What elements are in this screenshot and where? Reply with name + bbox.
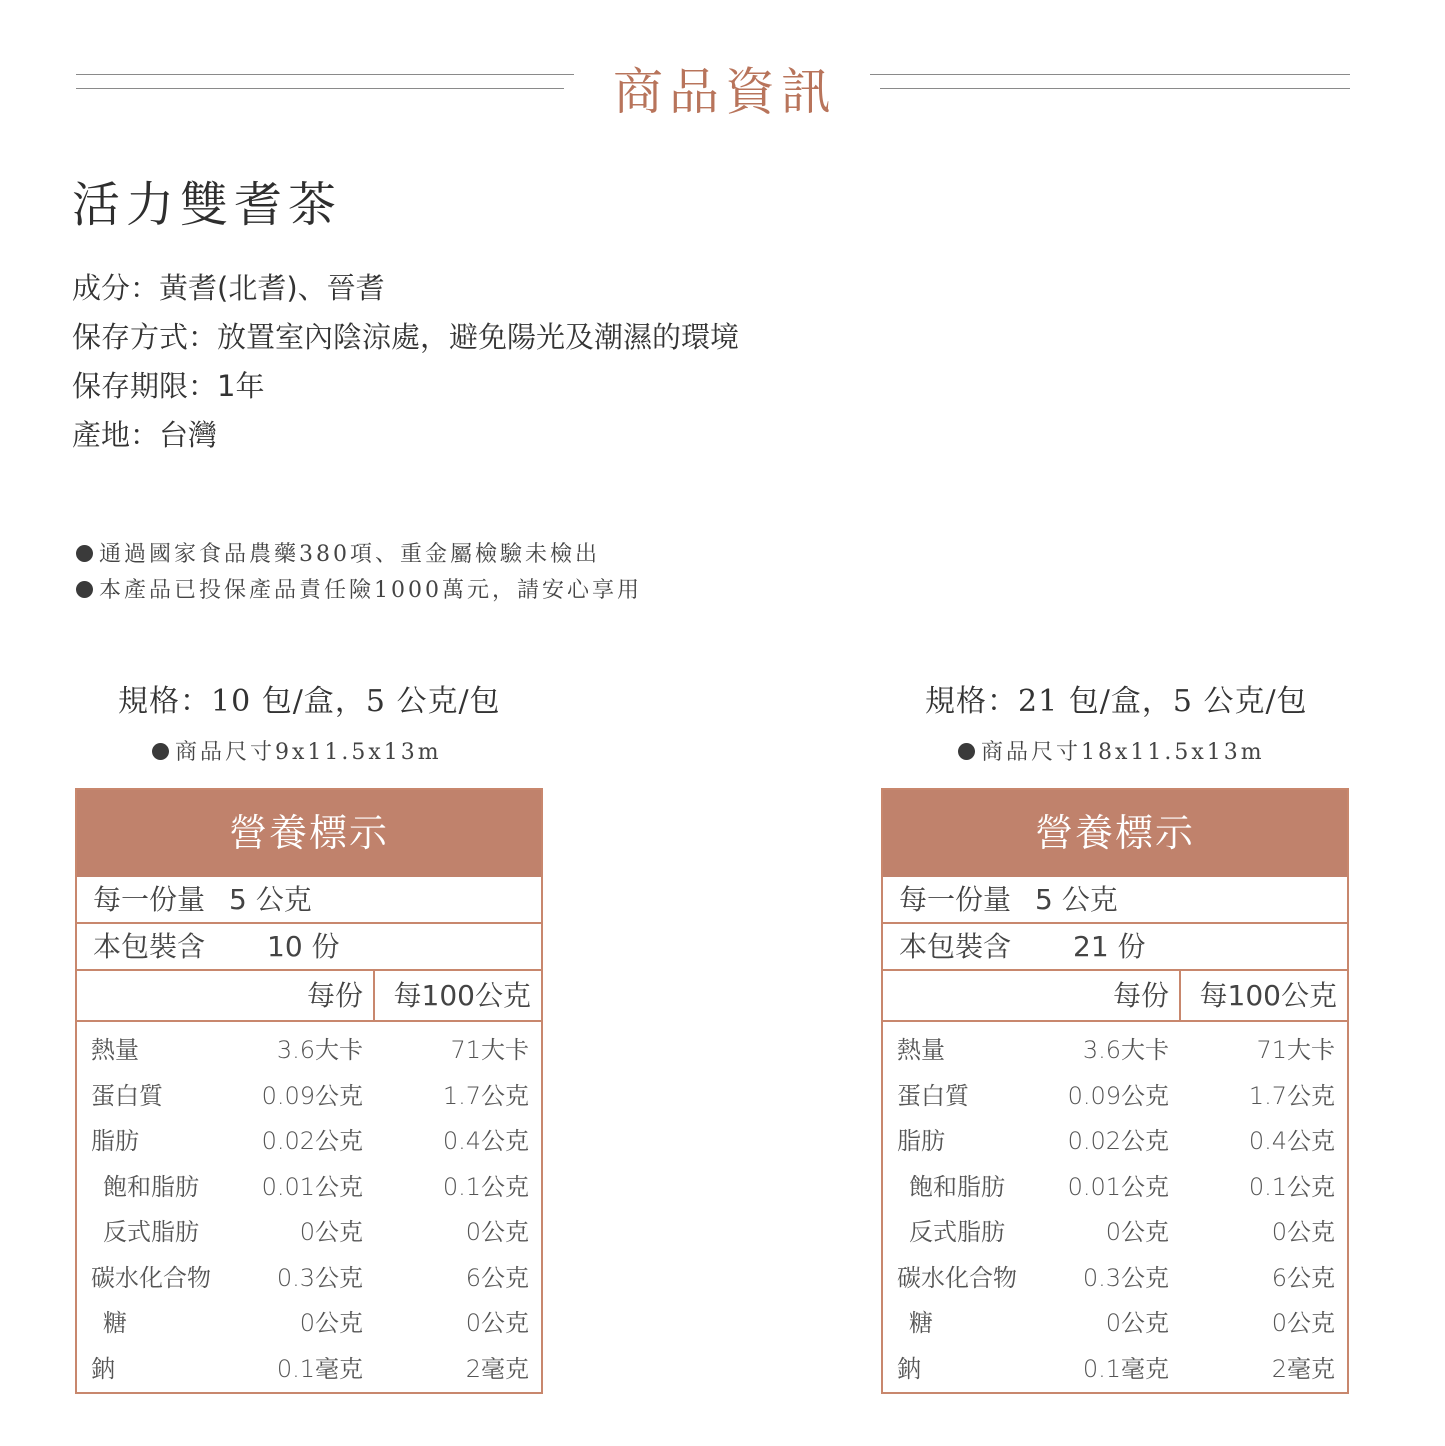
per-100g-value: 1.7公克 <box>442 1081 529 1110</box>
per-serving-value: 0.01公克 <box>261 1172 363 1201</box>
nutrient-row <box>883 1165 1347 1211</box>
spec-title-2: 規格：21 包/盒，5 公克/包 <box>925 684 1308 719</box>
col-per-100g: 每100公克 <box>1199 979 1337 1012</box>
bullet-icon <box>958 743 975 760</box>
nutrient-row <box>77 1347 541 1393</box>
per-100g-value: 2毫克 <box>1271 1354 1335 1383</box>
info-storage: 保存方式：放置室內陰涼處，避免陽光及潮濕的環境 <box>72 320 740 354</box>
dims-text: 商品尺寸18x11.5x13m <box>981 740 1265 765</box>
pack-row <box>883 924 1347 971</box>
panel-title: 營養標示 <box>883 790 1347 877</box>
nutrient-name: 脂肪 <box>91 1127 139 1155</box>
product-name: 活力雙耆茶 <box>72 177 343 233</box>
per-serving-value: 0公克 <box>299 1309 363 1337</box>
info-shelf-life: 保存期限：1年 <box>72 369 265 403</box>
nutrient-row <box>883 1347 1347 1393</box>
per-serving-value: 0.3公克 <box>1082 1263 1169 1292</box>
pack-value: 21 份 <box>1073 930 1146 963</box>
pack-label: 本包裝含 <box>93 930 206 963</box>
spec-dims-1 <box>152 735 442 766</box>
per-100g-value: 71大卡 <box>450 1036 529 1064</box>
nutrient-list <box>77 1022 541 1392</box>
per-100g-value: 0.4公克 <box>442 1127 529 1155</box>
nutrient-row <box>77 1119 541 1165</box>
per-serving-value: 3.6大卡 <box>1082 1036 1169 1064</box>
column-divider <box>1179 971 1181 1020</box>
per-serving-value: 0.01公克 <box>1067 1172 1169 1201</box>
per-100g-value: 0公克 <box>1271 1218 1335 1246</box>
note-item <box>76 573 642 609</box>
per-serving-value: 0公克 <box>1105 1309 1169 1337</box>
nutrient-name: 鈉 <box>91 1354 115 1383</box>
section-header <box>0 48 1445 121</box>
serving-label: 每一份量 <box>899 883 1012 916</box>
nutrient-name: 飽和脂肪 <box>909 1172 1005 1201</box>
nutrient-row <box>77 1256 541 1302</box>
nutrient-list <box>883 1022 1347 1392</box>
pack-label: 本包裝含 <box>899 930 1012 963</box>
serving-label: 每一份量 <box>93 883 206 916</box>
nutrient-row <box>77 1028 541 1074</box>
product-notes <box>76 537 642 609</box>
per-serving-value: 0.02公克 <box>1067 1127 1169 1155</box>
column-header-row <box>883 971 1347 1022</box>
per-serving-value: 0公克 <box>1105 1218 1169 1246</box>
serving-value: 5 公克 <box>229 883 312 916</box>
pack-row <box>77 924 541 971</box>
col-per-serving: 每份 <box>1112 979 1169 1012</box>
nutrient-name: 反式脂肪 <box>909 1218 1005 1246</box>
nutrient-name: 碳水化合物 <box>91 1263 211 1292</box>
nutrient-row <box>883 1119 1347 1165</box>
nutrition-panel-1 <box>75 788 543 1394</box>
nutrient-row <box>883 1210 1347 1256</box>
per-100g-value: 0.1公克 <box>1248 1172 1335 1201</box>
nutrient-row <box>883 1256 1347 1302</box>
bullet-icon <box>76 581 93 598</box>
nutrient-name: 飽和脂肪 <box>103 1172 199 1201</box>
bullet-icon <box>76 545 93 562</box>
serving-row <box>77 877 541 924</box>
product-info <box>72 264 739 460</box>
column-divider <box>373 971 375 1020</box>
per-serving-value: 0公克 <box>299 1218 363 1246</box>
serving-row <box>883 877 1347 924</box>
nutrient-row <box>883 1028 1347 1074</box>
per-100g-value: 0公克 <box>1271 1309 1335 1337</box>
per-serving-value: 0.3公克 <box>276 1263 363 1292</box>
nutrient-name: 脂肪 <box>897 1127 945 1155</box>
per-100g-value: 0公克 <box>465 1218 529 1246</box>
dims-text: 商品尺寸9x11.5x13m <box>175 740 442 765</box>
col-per-serving: 每份 <box>306 979 363 1012</box>
nutrient-name: 鈉 <box>897 1354 921 1383</box>
per-100g-value: 6公克 <box>465 1263 529 1292</box>
nutrient-row <box>77 1165 541 1211</box>
nutrient-name: 蛋白質 <box>897 1081 969 1110</box>
nutrient-name: 熱量 <box>91 1036 139 1064</box>
nutrient-name: 熱量 <box>897 1036 945 1064</box>
info-origin: 產地：台灣 <box>72 418 218 452</box>
info-ingredients: 成分：黃耆(北耆)、晉耆 <box>72 271 385 305</box>
nutrient-row <box>77 1210 541 1256</box>
header-rule-right <box>870 48 1350 64</box>
nutrient-name: 糖 <box>909 1309 933 1337</box>
nutrient-name: 反式脂肪 <box>103 1218 199 1246</box>
panel-title: 營養標示 <box>77 790 541 877</box>
nutrient-row <box>883 1301 1347 1347</box>
nutrient-row <box>883 1074 1347 1120</box>
note-text: 通過國家食品農藥380項、重金屬檢驗未檢出 <box>99 542 600 567</box>
per-100g-value: 6公克 <box>1271 1263 1335 1292</box>
nutrition-panel-2 <box>881 788 1349 1394</box>
spec-dims-2 <box>958 735 1265 766</box>
spec-title-1: 規格：10 包/盒，5 公克/包 <box>118 684 501 719</box>
per-serving-value: 0.1毫克 <box>276 1354 363 1383</box>
col-per-100g: 每100公克 <box>393 979 531 1012</box>
per-serving-value: 0.02公克 <box>261 1127 363 1155</box>
per-serving-value: 3.6大卡 <box>276 1036 363 1064</box>
section-title: 商品資訊 <box>613 63 837 121</box>
serving-value: 5 公克 <box>1035 883 1118 916</box>
per-100g-value: 0.1公克 <box>442 1172 529 1201</box>
per-100g-value: 71大卡 <box>1256 1036 1335 1064</box>
per-100g-value: 0.4公克 <box>1248 1127 1335 1155</box>
note-text: 本產品已投保產品責任險1000萬元，請安心享用 <box>99 578 642 603</box>
column-header-row <box>77 971 541 1022</box>
nutrient-row <box>77 1074 541 1120</box>
pack-value: 10 份 <box>267 930 340 963</box>
note-item <box>76 537 642 573</box>
per-100g-value: 0公克 <box>465 1309 529 1337</box>
nutrient-row <box>77 1301 541 1347</box>
per-serving-value: 0.09公克 <box>261 1081 363 1110</box>
per-serving-value: 0.09公克 <box>1067 1081 1169 1110</box>
per-serving-value: 0.1毫克 <box>1082 1354 1169 1383</box>
per-100g-value: 2毫克 <box>465 1354 529 1383</box>
header-rule-left <box>76 48 574 64</box>
per-100g-value: 1.7公克 <box>1248 1081 1335 1110</box>
nutrient-name: 糖 <box>103 1309 127 1337</box>
nutrient-name: 蛋白質 <box>91 1081 163 1110</box>
nutrient-name: 碳水化合物 <box>897 1263 1017 1292</box>
bullet-icon <box>152 743 169 760</box>
